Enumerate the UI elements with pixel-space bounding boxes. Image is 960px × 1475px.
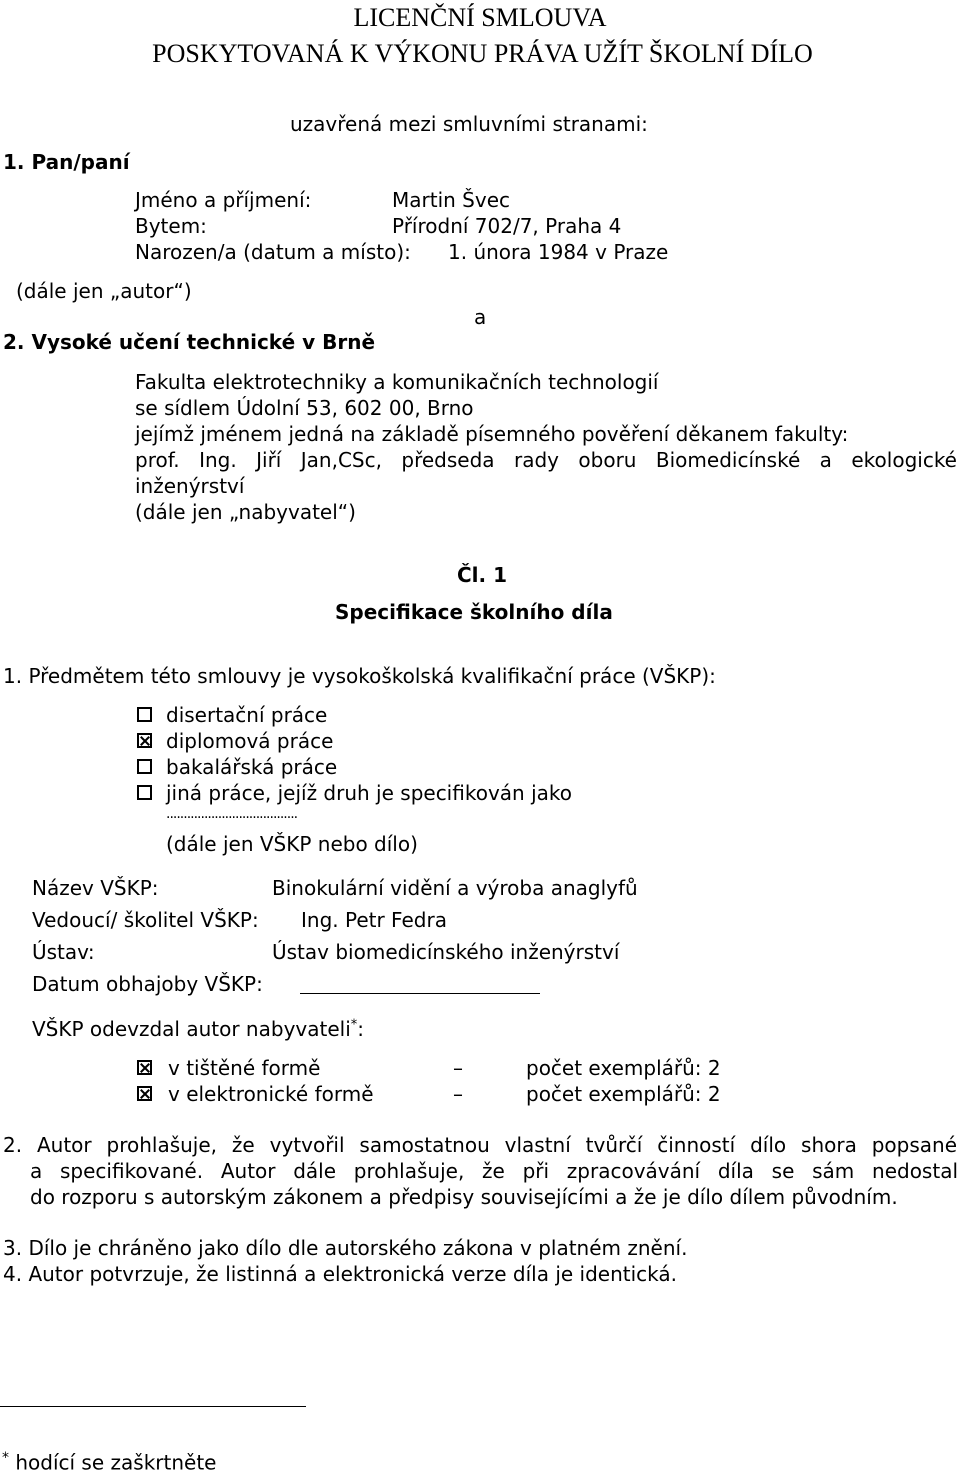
document-title: LICENČNÍ SMLOUVA (353, 3, 607, 32)
option-label: diplomová práce (166, 729, 334, 753)
address-value: Přírodní 702/7, Praha 4 (392, 214, 622, 238)
supervisor-label: Vedoucí/ školitel VŠKP: (32, 908, 259, 932)
work-alias: (dále jen VŠKP nebo dílo) (166, 832, 418, 856)
paragraph-3: 3. Dílo je chráněno jako dílo dle autorského zákona v platném znění. (3, 1236, 688, 1260)
handover-colon: : (357, 1017, 364, 1041)
checkbox-checked-icon[interactable] (137, 1060, 152, 1075)
party2-line1: Fakulta elektrotechniky a komunikačních technologií (135, 370, 659, 394)
party2-line3: jejímž jménem jedná na základě písemného pověření děkanem fakulty: (135, 422, 849, 446)
buyer-alias: (dále jen „nabyvatel“) (135, 500, 356, 524)
thesis-title-label: Název VŠKP: (32, 876, 159, 900)
footnote (2, 1450, 216, 1475)
supervisor-value: Ing. Petr Fedra (301, 908, 447, 932)
checkbox-unchecked-icon[interactable] (137, 759, 152, 774)
paragraph-2-line2: a specifikované. Autor dále prohlašuje, že při zpracovávání díla se sám nedostal (30, 1159, 958, 1183)
checkbox-checked-icon[interactable] (137, 733, 152, 748)
form-label: v elektronické formě (168, 1082, 374, 1106)
paragraph-1: 1. Předmětem této smlouvy je vysokoškolská kvalifikační práce (VŠKP): (3, 664, 716, 688)
birth-label: Narozen/a (datum a místo): (135, 240, 411, 264)
form-label: v tištěné formě (168, 1056, 321, 1080)
footnote-text: hodící se zaškrtněte (15, 1450, 217, 1475)
document-subtitle: POSKYTOVANÁ K VÝKONU PRÁVA UŽÍT ŠKOLNÍ DÍLO (152, 39, 813, 68)
party1-heading: 1. Pan/paní (3, 150, 130, 174)
option-label: jiná práce, jejíž druh je specifikován jako (166, 781, 572, 805)
form-count: počet exemplářů: 2 (526, 1082, 721, 1106)
party2-heading: 2. Vysoké učení technické v Brně (3, 330, 376, 354)
checkbox-checked-icon[interactable] (137, 1086, 152, 1101)
defense-date-blank (300, 993, 540, 994)
footnote-marker: * (2, 1450, 9, 1466)
form-dash: – (453, 1056, 463, 1080)
handover-label (32, 1017, 364, 1041)
institute-value: Ústav biomedicínského inženýrství (272, 940, 620, 964)
checkbox-unchecked-icon[interactable] (137, 785, 152, 800)
article-number: Čl. 1 (457, 563, 508, 587)
defense-date-label: Datum obhajoby VŠKP: (32, 972, 263, 996)
party2-line5: inženýrství (135, 474, 245, 498)
paragraph-2-line1: 2. Autor prohlašuje, že vytvořil samostatnou vlastní tvůrčí činností dílo shora popsané (3, 1133, 957, 1157)
paragraph-2-line3: do rozporu s autorským zákonem a předpisy souvisejícími a že je dílo dílem původním. (30, 1185, 898, 1209)
name-value: Martin Švec (392, 188, 510, 212)
article-title: Specifikace školního díla (335, 600, 613, 624)
form-count: počet exemplářů: 2 (526, 1056, 721, 1080)
form-dash: – (453, 1082, 463, 1106)
other-specification-dots: ...................................... (166, 806, 298, 822)
institute-label: Ústav: (32, 940, 95, 964)
intro-text: uzavřená mezi smluvními stranami: (290, 112, 648, 136)
paragraph-4: 4. Autor potvrzuje, že listinná a elektronická verze díla je identická. (3, 1262, 678, 1286)
footnote-separator (0, 1406, 306, 1407)
footnote-mark: * (350, 1017, 358, 1033)
party2-line2: se sídlem Údolní 53, 602 00, Brno (135, 396, 474, 420)
conjunction-and: a (474, 305, 487, 329)
option-label: bakalářská práce (166, 755, 338, 779)
checkbox-unchecked-icon[interactable] (137, 707, 152, 722)
thesis-title-value: Binokulární vidění a výroba anaglyfů (272, 876, 638, 900)
handover-text: VŠKP odevzdal autor nabyvateli (32, 1017, 351, 1041)
address-label: Bytem: (135, 214, 207, 238)
option-label: disertační práce (166, 703, 328, 727)
birth-value: 1. února 1984 v Praze (448, 240, 669, 264)
party2-line4: prof. Ing. Jiří Jan,CSc, předseda rady oboru Biomedicínské a ekologické (135, 448, 957, 472)
name-label: Jméno a příjmení: (135, 188, 312, 212)
author-alias: (dále jen „autor“) (16, 279, 192, 303)
